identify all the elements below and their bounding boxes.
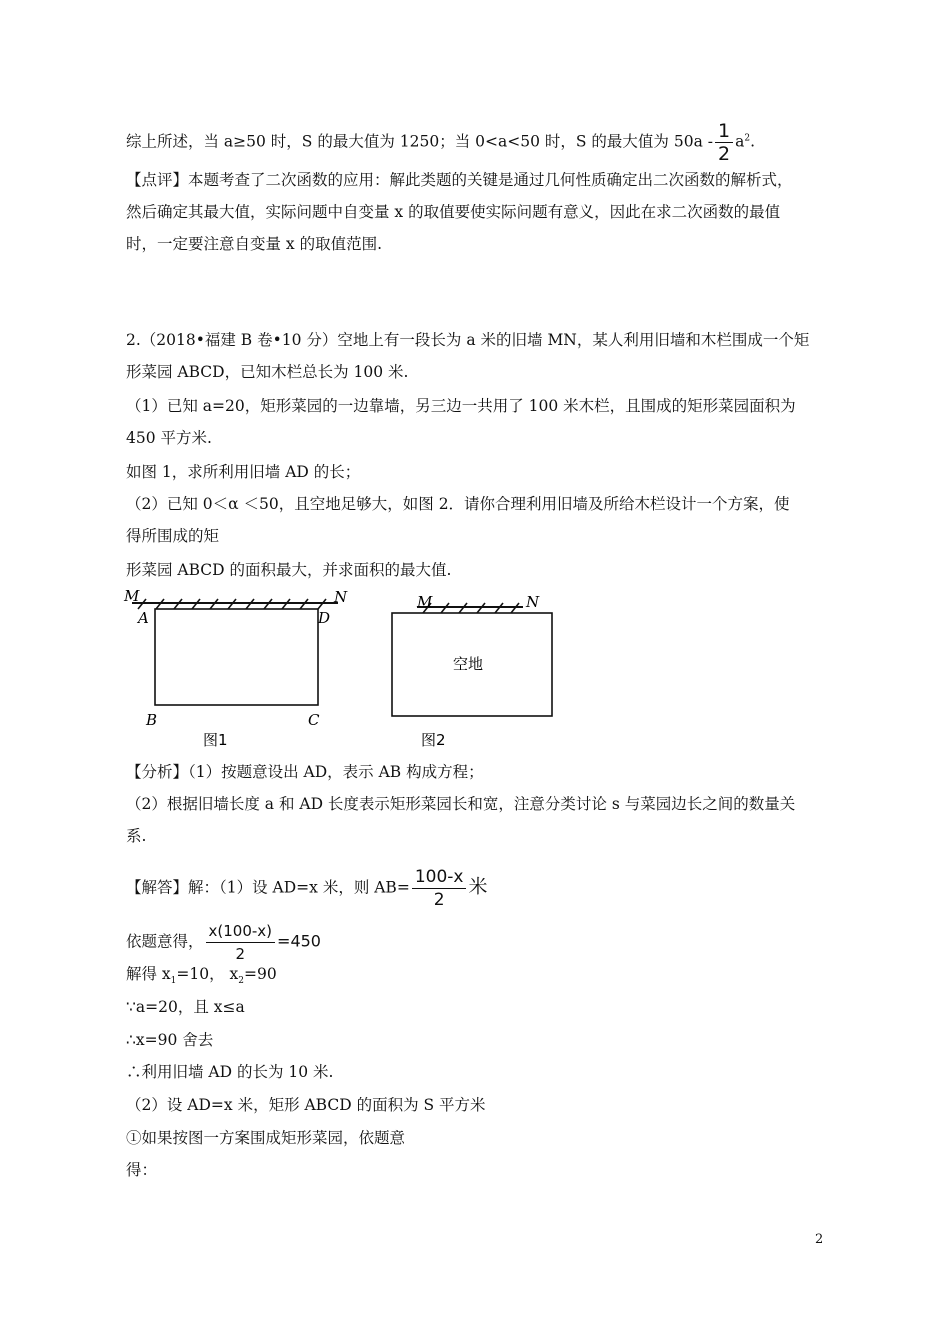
comment-line-1: 【点评】本题考查了二次函数的应用：解此类题的关键是通过几何性质确定出二次函数的解析式， <box>126 171 793 189</box>
subscript: 2 <box>238 976 245 987</box>
text: 解得 x <box>126 965 171 983</box>
analysis-line-1: 【分析】（1）按题意设出 AD，表示 AB 构成方程； <box>126 763 484 781</box>
solution-line-8: ①如果按图一方案围成矩形菜园，依题意 <box>126 1129 406 1147</box>
solution-line-3 <box>126 964 277 991</box>
text: . <box>750 132 755 151</box>
label-c: C <box>308 711 320 729</box>
text: 米 <box>468 875 488 898</box>
problem-line-1: 2.（2018•福建 B 卷•10 分）空地上有一段长为 a 米的旧墙 MN，某人利用旧墙和木栏围成一个矩 <box>126 331 810 349</box>
label-n: N <box>526 593 540 611</box>
text: 综上所述，当 a≥50 时，S 的最大值为 1250；当 0<a<50 时，S 的最大值为 50a - <box>126 132 713 151</box>
label-m: M <box>417 593 433 611</box>
problem-line-3: （1）已知 a=20，矩形菜园的一边靠墙，另三边一共用了 100 米木栏，且围成的矩形菜园面积为 <box>126 397 796 415</box>
numerator: 1 <box>715 120 733 143</box>
text: =450 <box>277 931 321 951</box>
analysis-line-3: 系. <box>126 827 147 845</box>
superscript: 2 <box>744 133 751 144</box>
page-number: 2 <box>815 1232 824 1247</box>
figure-1 <box>120 585 360 755</box>
text: 【解答】解：（1）设 AD=x 米，则 AB= <box>126 878 410 897</box>
comment-line-2: 然后确定其最大值，实际问题中自变量 x 的取值要使实际问题有意义，因此在求二次函数的最值 <box>126 203 781 221</box>
fraction <box>412 866 467 911</box>
solution-line-9: 得： <box>126 1161 158 1179</box>
solution-line-4: ∵a=20，且 x≤a <box>126 998 245 1016</box>
numerator: 100-x <box>412 866 467 889</box>
label-n: N <box>334 588 348 606</box>
comment-line-3: 时，一定要注意自变量 x 的取值范围. <box>126 235 383 253</box>
solution-line-7: （2）设 AD=x 米，矩形 ABCD 的面积为 S 平方米 <box>126 1096 486 1114</box>
conclusion-line <box>126 120 755 165</box>
text: 依题意得， <box>126 932 204 951</box>
problem-line-2: 形菜园 ABCD，已知木栏总长为 100 米. <box>126 363 409 381</box>
fraction <box>206 920 276 965</box>
text: =10， x <box>176 965 239 983</box>
solution-line-1 <box>126 866 488 911</box>
text: a <box>735 132 745 151</box>
denominator: 2 <box>433 890 445 910</box>
figure-2 <box>385 585 565 755</box>
solution-line-6: ∴利用旧墙 AD 的长为 10 米. <box>126 1063 334 1081</box>
label-b: B <box>146 711 158 729</box>
numerator: x(100-x) <box>206 920 276 943</box>
figure-2-caption: 图2 <box>421 731 446 749</box>
figure-1-caption: 图1 <box>203 731 228 749</box>
denominator: 2 <box>235 945 246 963</box>
subscript: 1 <box>170 976 177 987</box>
denominator: 2 <box>717 143 731 165</box>
garden-rectangle <box>155 609 318 705</box>
analysis-line-2: （2）根据旧墙长度 a 和 AD 长度表示矩形菜园长和宽，注意分类讨论 s 与菜园边长之间的数量关 <box>126 795 796 813</box>
problem-line-4: 450 平方米. <box>126 429 212 447</box>
fraction <box>715 120 733 165</box>
empty-land-label: 空地 <box>453 655 484 673</box>
solution-line-5: ∴x=90 舍去 <box>126 1031 214 1049</box>
problem-line-5: 如图 1，求所利用旧墙 AD 的长； <box>126 463 361 481</box>
problem-line-6: （2）已知 0＜α ＜50，且空地足够大，如图 2．请你合理利用旧墙及所给木栏设计一个方案，使 <box>126 495 790 513</box>
label-m: M <box>124 587 140 605</box>
label-a: A <box>138 609 149 627</box>
solution-line-2 <box>126 920 321 965</box>
label-d: D <box>318 609 331 627</box>
text: =90 <box>244 965 277 983</box>
problem-line-7: 得所围成的矩 <box>126 527 220 545</box>
problem-line-8: 形菜园 ABCD 的面积最大，并求面积的最大值. <box>126 561 452 579</box>
